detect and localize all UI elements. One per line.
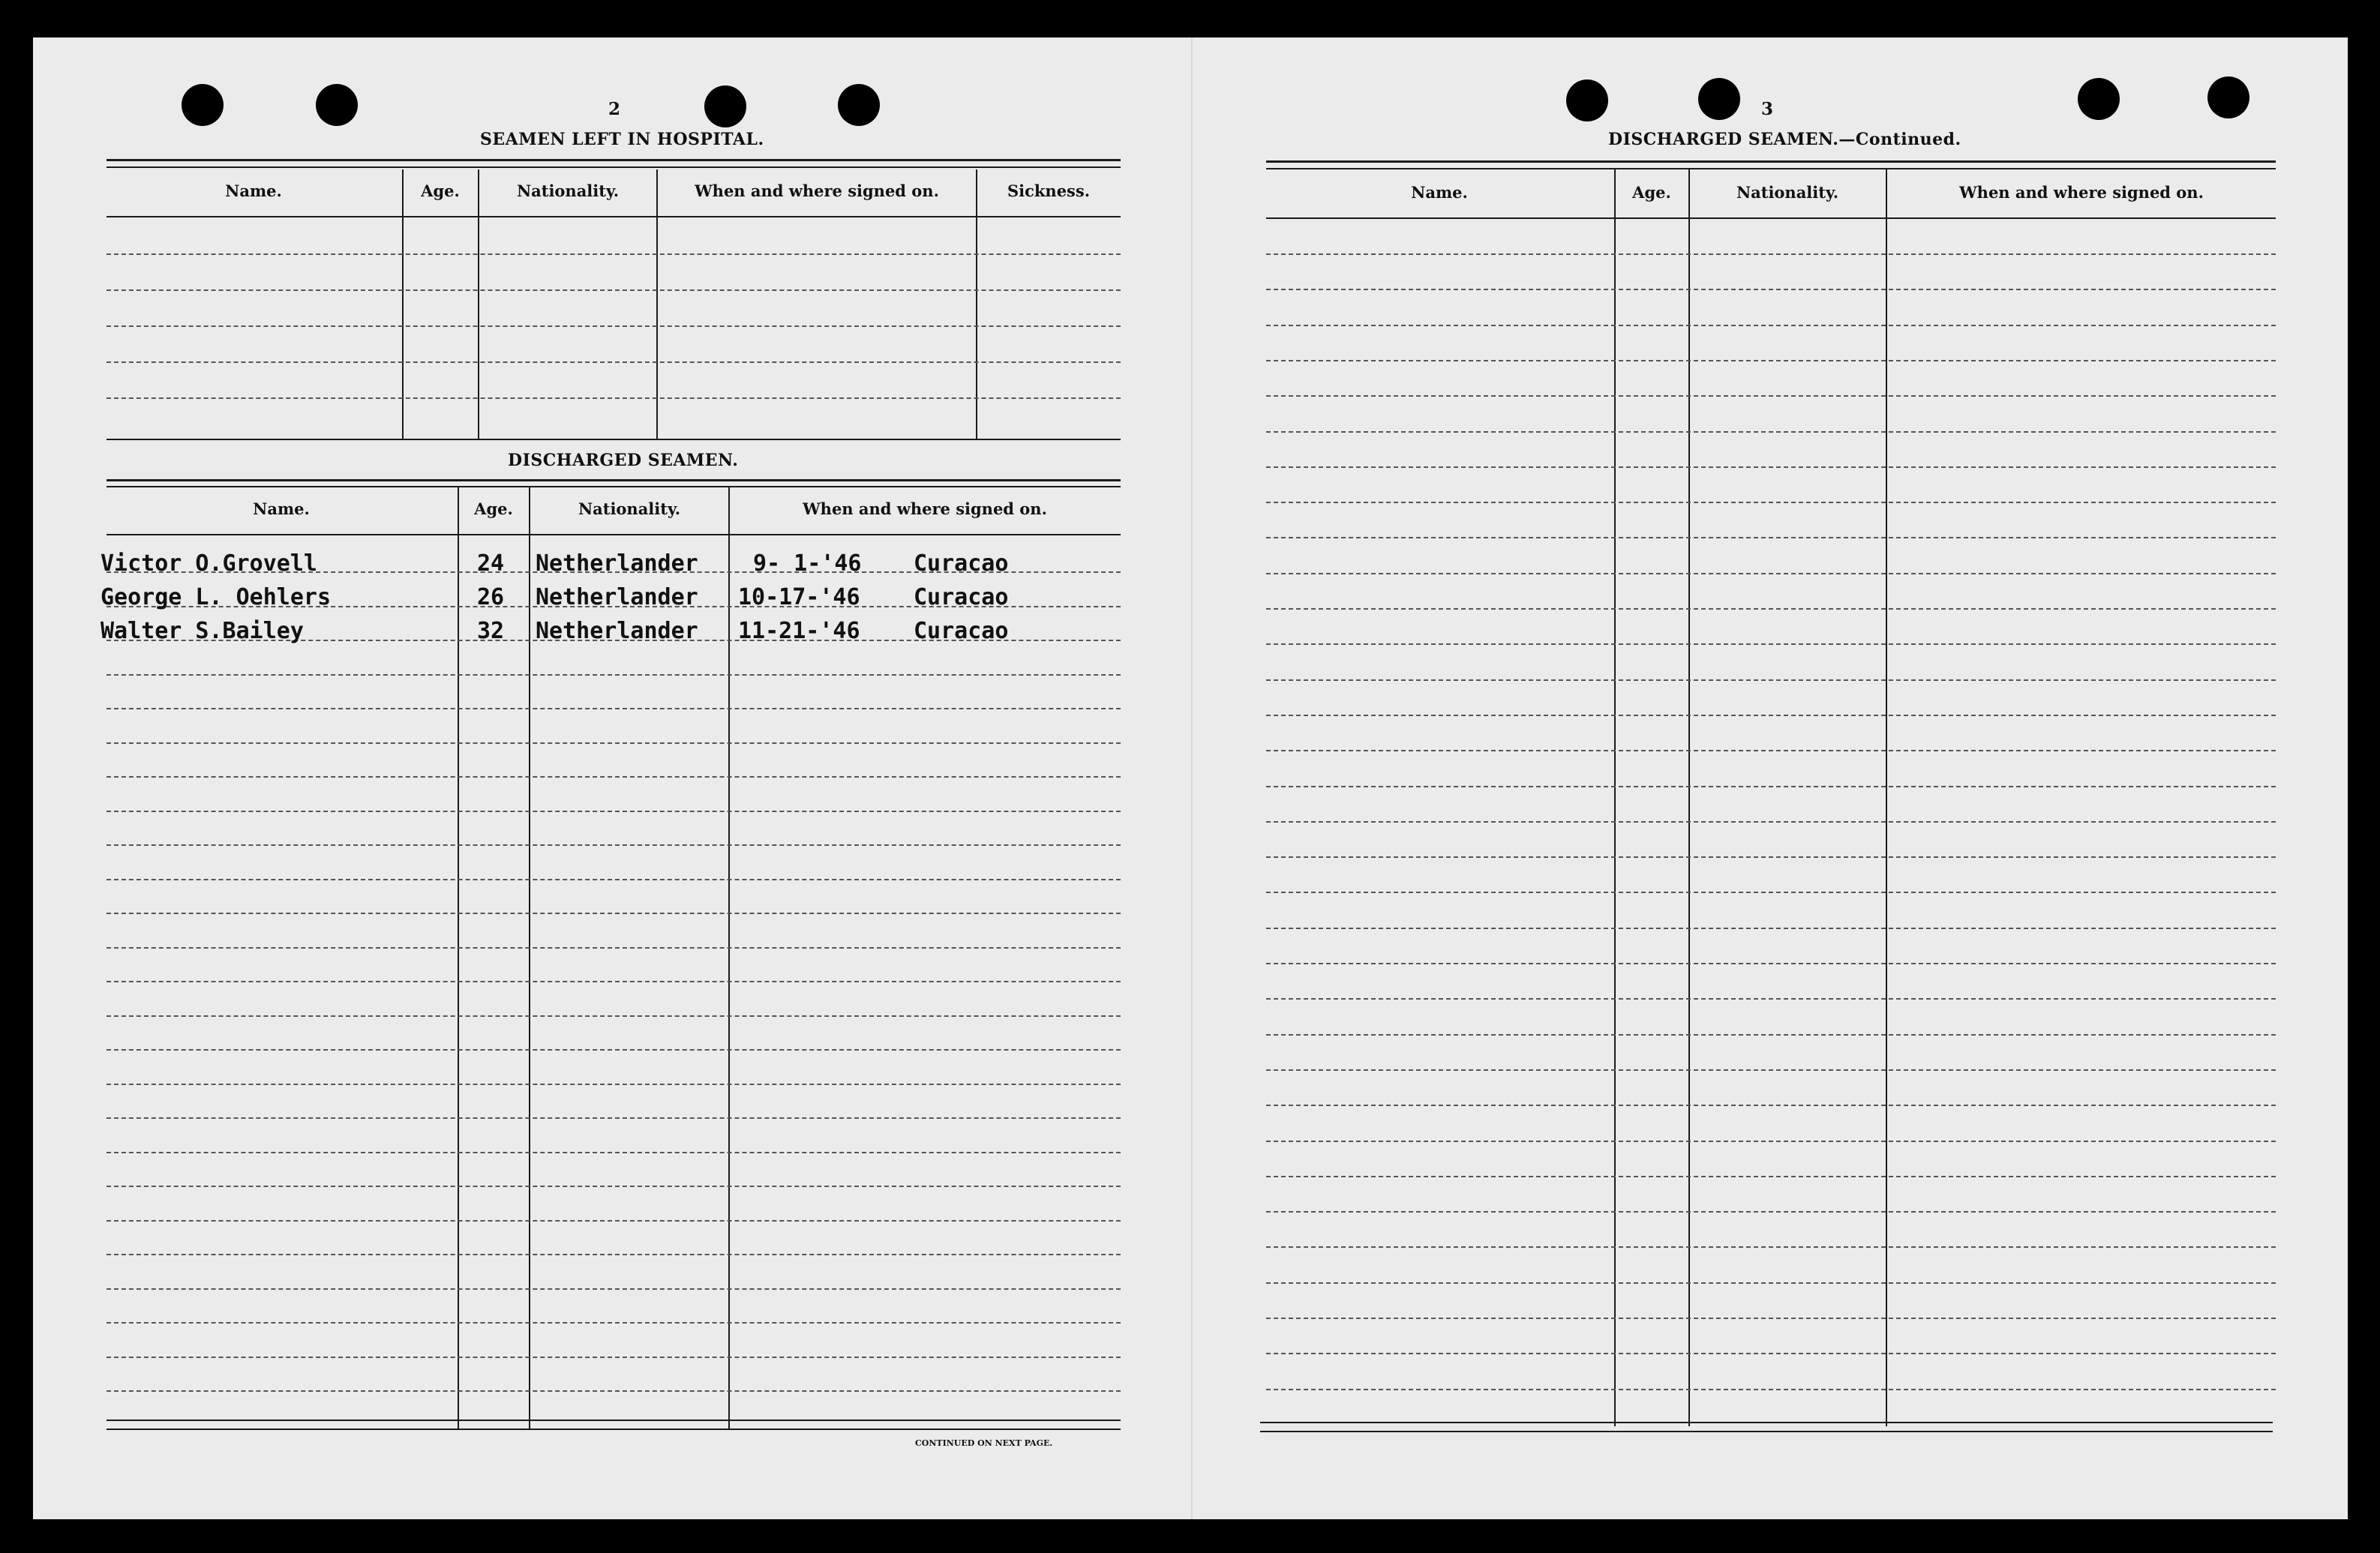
ruled-line: [107, 844, 1121, 846]
ruled-line: [1266, 998, 2276, 1000]
ruled-line: [107, 325, 1121, 327]
column-header-when-where: When and where signed on.: [803, 499, 1047, 518]
column-header-age: Age.: [421, 181, 460, 200]
seaman-name: Victor O.Grovell: [101, 550, 317, 577]
ruled-line: [107, 776, 1121, 778]
ruled-line: [107, 947, 1121, 949]
column-divider: [1886, 169, 1887, 1426]
page-number-right: 3: [1761, 99, 1774, 119]
binder-hole: [2207, 76, 2249, 118]
ruled-line: [1266, 1034, 2276, 1036]
seaman-nationality: Netherlander: [536, 584, 698, 610]
table-top-rule: [107, 166, 1121, 168]
table-bottom-rule: [107, 1429, 1121, 1430]
page-fold: [1191, 37, 1193, 1519]
ruled-line: [1266, 1389, 2276, 1390]
discharged-continued-title: DISCHARGED SEAMEN.—Continued.: [1608, 130, 1961, 149]
column-divider: [656, 169, 658, 439]
continued-note: CONTINUED ON NEXT PAGE.: [915, 1438, 1053, 1448]
ruled-line: [1266, 502, 2276, 503]
document-sheet: [33, 37, 2348, 1519]
ruled-line: [1266, 1105, 2276, 1106]
binder-hole: [1698, 78, 1740, 120]
ruled-line: [1266, 1318, 2276, 1319]
column-header-sickness: Sickness.: [1007, 181, 1091, 200]
column-header-age: Age.: [1632, 183, 1671, 202]
table-top-rule: [107, 159, 1121, 161]
binder-hole: [1566, 79, 1608, 121]
ruled-line: [1266, 786, 2276, 787]
ruled-line: [1266, 325, 2276, 326]
ruled-line: [107, 674, 1121, 676]
ruled-line: [1266, 750, 2276, 751]
signed-on-date: 10-17-'46: [738, 584, 860, 610]
ruled-line: [107, 1390, 1121, 1392]
ruled-line: [107, 913, 1121, 914]
ruled-line: [1266, 643, 2276, 645]
header-underline: [1266, 217, 2276, 219]
table-top-rule: [1266, 160, 2276, 163]
seaman-age: 26: [477, 584, 505, 610]
ruled-line: [1266, 608, 2276, 610]
binder-hole: [2078, 78, 2120, 120]
seaman-name: Walter S.Bailey: [101, 618, 304, 644]
seaman-age: 32: [477, 618, 505, 644]
hospital-section-title: SEAMEN LEFT IN HOSPITAL.: [480, 130, 764, 149]
ruled-line: [1266, 963, 2276, 964]
ruled-line: [107, 361, 1121, 363]
signed-on-date: 11-21-'46: [738, 618, 860, 644]
signed-on-place: Curacao: [914, 550, 1009, 577]
table-bottom-rule: [107, 1420, 1121, 1421]
ruled-line: [107, 1049, 1121, 1051]
ruled-line: [1266, 360, 2276, 361]
header-underline: [107, 534, 1121, 535]
seaman-age: 24: [477, 550, 505, 577]
ruled-line: [1266, 431, 2276, 433]
column-header-nationality: Nationality.: [1736, 183, 1839, 202]
ruled-line: [107, 1117, 1121, 1119]
column-header-when-where: When and where signed on.: [695, 181, 939, 200]
column-header-age: Age.: [474, 499, 513, 518]
ruled-line: [1266, 928, 2276, 929]
signed-on-place: Curacao: [914, 584, 1009, 610]
ruled-line: [107, 811, 1121, 812]
seaman-nationality: Netherlander: [536, 550, 698, 577]
ruled-line: [107, 1015, 1121, 1017]
column-divider: [402, 169, 404, 439]
ruled-line: [107, 1152, 1121, 1153]
column-header-nationality: Nationality.: [516, 181, 620, 200]
table-top-rule: [1266, 168, 2276, 169]
table-top-rule: [107, 479, 1121, 481]
ruled-line: [1266, 679, 2276, 681]
ruled-line: [1266, 1282, 2276, 1284]
ruled-line: [1266, 1353, 2276, 1354]
page-number-left: 2: [608, 99, 621, 119]
ruled-line: [107, 1220, 1121, 1222]
ruled-line: [1266, 1176, 2276, 1177]
ruled-line: [1266, 892, 2276, 893]
binder-hole: [316, 84, 358, 126]
column-divider: [1688, 169, 1690, 1426]
ruled-line: [107, 879, 1121, 880]
ruled-line: [1266, 1141, 2276, 1142]
ruled-line: [1266, 1211, 2276, 1213]
ruled-line: [1266, 395, 2276, 397]
ruled-line: [107, 708, 1121, 709]
ruled-line: [107, 1254, 1121, 1255]
signed-on-date: 9- 1-'46: [753, 550, 862, 577]
ruled-line: [107, 289, 1121, 291]
discharged-section-title: DISCHARGED SEAMEN.: [508, 451, 739, 470]
ruled-line: [1266, 1069, 2276, 1071]
ruled-line: [107, 1084, 1121, 1085]
table-bottom-rule: [1260, 1431, 2273, 1432]
header-underline: [107, 216, 1121, 217]
table-top-rule: [107, 486, 1121, 487]
table-bottom-rule: [1260, 1422, 2273, 1423]
seaman-name: George L. Oehlers: [101, 584, 332, 610]
ruled-line: [1266, 1246, 2276, 1248]
column-header-nationality: Nationality.: [578, 499, 681, 518]
binder-hole: [704, 85, 746, 127]
ruled-line: [1266, 466, 2276, 468]
ruled-line: [1266, 253, 2276, 255]
ruled-line: [1266, 537, 2276, 538]
column-header-name: Name.: [225, 181, 282, 200]
ruled-line: [107, 1288, 1121, 1290]
column-header-when-where: When and where signed on.: [1959, 183, 2204, 202]
column-header-name: Name.: [1411, 183, 1468, 202]
column-divider: [1614, 169, 1616, 1426]
ruled-line: [107, 253, 1121, 255]
binder-hole: [182, 84, 224, 126]
seaman-nationality: Netherlander: [536, 618, 698, 644]
ruled-line: [1266, 715, 2276, 716]
column-divider: [478, 169, 479, 439]
binder-hole: [838, 84, 880, 126]
signed-on-place: Curacao: [914, 618, 1009, 644]
ruled-line: [1266, 856, 2276, 858]
ruled-line: [107, 1357, 1121, 1358]
ruled-line: [1266, 289, 2276, 290]
ruled-line: [1266, 573, 2276, 574]
ruled-line: [107, 1322, 1121, 1324]
ruled-line: [107, 742, 1121, 744]
column-header-name: Name.: [253, 499, 310, 518]
ruled-line: [107, 1186, 1121, 1187]
ruled-line: [107, 981, 1121, 982]
column-divider: [976, 169, 977, 439]
table-bottom-rule: [107, 439, 1121, 440]
ruled-line: [107, 397, 1121, 399]
ruled-line: [1266, 821, 2276, 823]
